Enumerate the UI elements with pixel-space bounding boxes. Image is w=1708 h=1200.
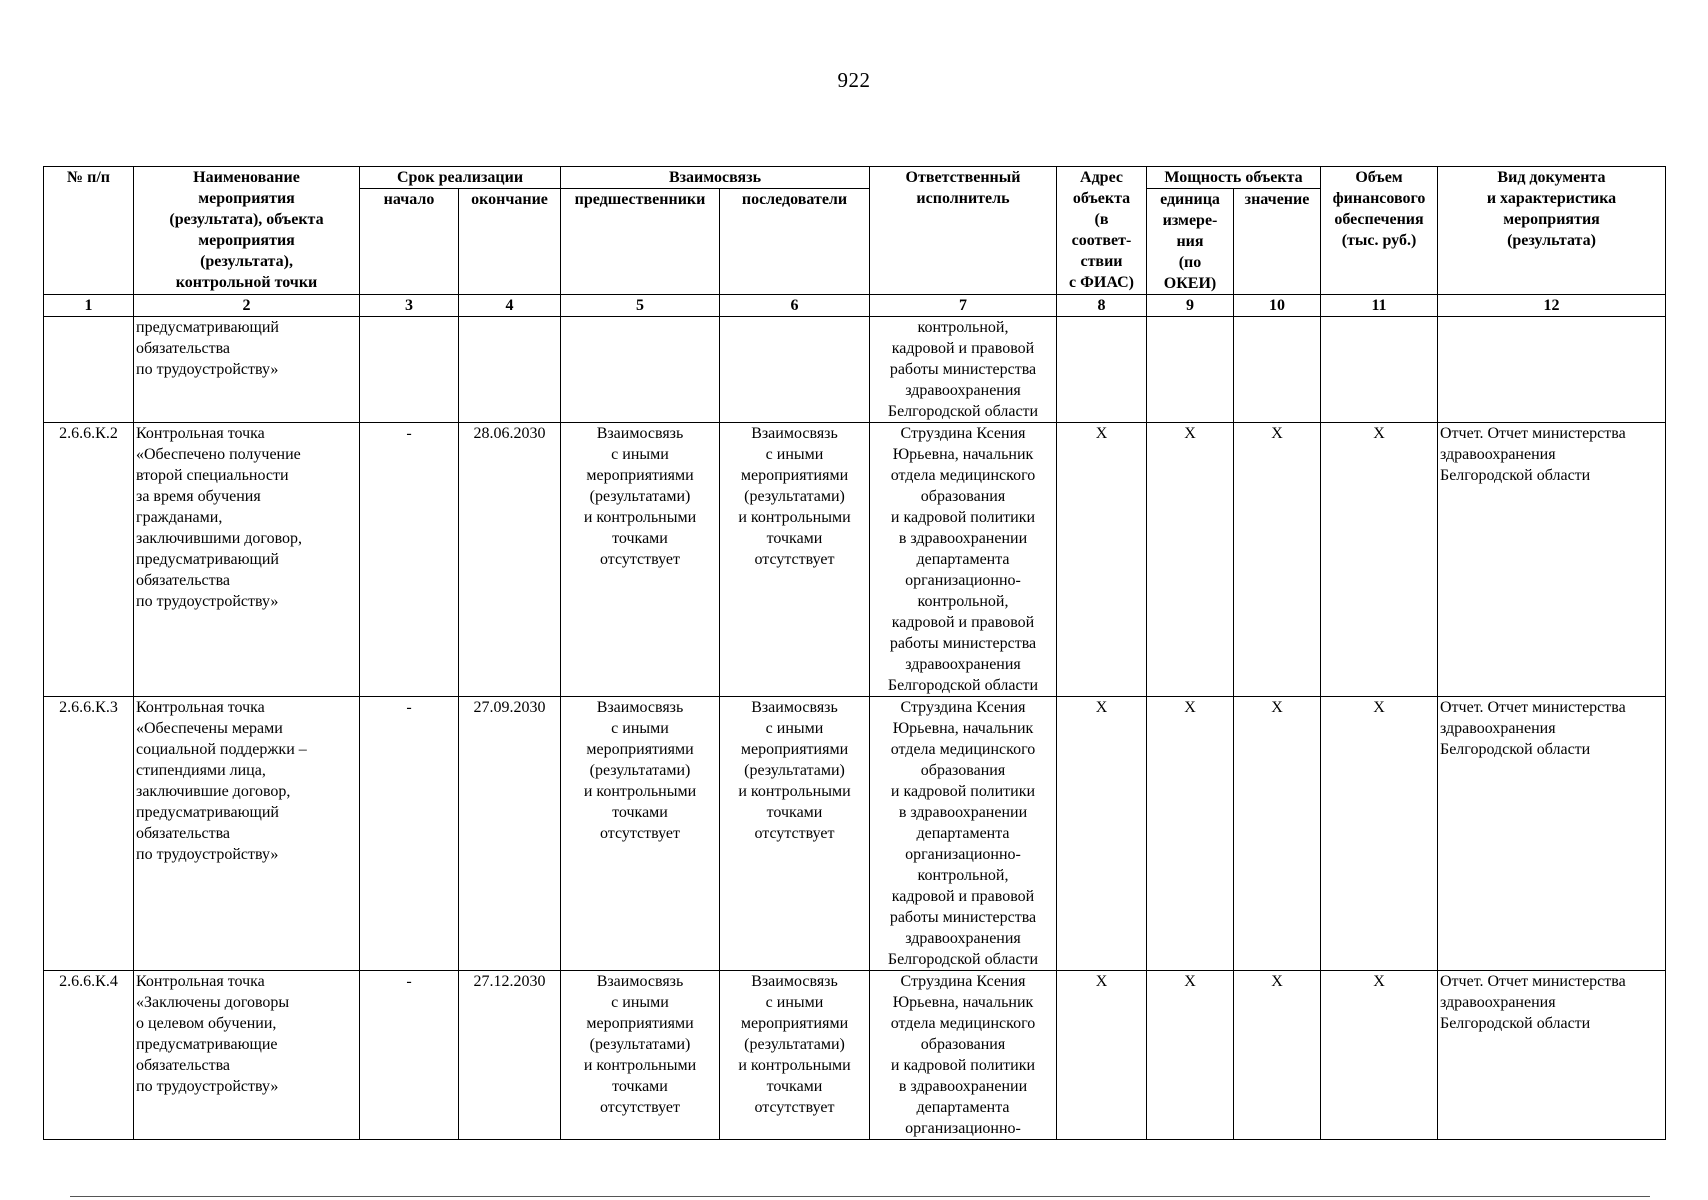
header-unit: единица измере- ния (по ОКЕИ) (1147, 189, 1234, 295)
column-number: 3 (360, 295, 459, 317)
header-number: № п/п (44, 167, 134, 295)
row-successors (720, 317, 870, 423)
row-name: Контрольная точка «Обеспечены мерами социальной поддержки – стипендиями лица, заключившие договор, предусматривающий обязательства по трудоустройству» (134, 697, 360, 971)
row-start: - (360, 971, 459, 1140)
header-document: Вид документа и характеристика мероприятия (результата) (1438, 167, 1666, 295)
row-responsible: Струздина Ксения Юрьевна, начальник отдела медицинского образования и кадровой политики в здравоохранении департамента организационно- контрольной, кадровой и правовой работы министерства здравоохранения Белгородской области (870, 423, 1057, 697)
row-document: Отчет. Отчет министерства здравоохранения Белгородской области (1438, 971, 1666, 1140)
header-period: Срок реализации (360, 167, 561, 189)
row-value: X (1234, 971, 1321, 1140)
row-end: 27.12.2030 (459, 971, 561, 1140)
header-capacity: Мощность объекта (1147, 167, 1321, 189)
column-number: 12 (1438, 295, 1666, 317)
row-successors: Взаимосвязь с иными мероприятиями (результатами) и контрольными точками отсутствует (720, 697, 870, 971)
row-predecessors: Взаимосвязь с иными мероприятиями (результатами) и контрольными точками отсутствует (561, 423, 720, 697)
row-address: X (1057, 423, 1147, 697)
row-end: 27.09.2030 (459, 697, 561, 971)
row-name: Контрольная точка «Заключены договоры о целевом обучении, предусматривающие обязательства по трудоустройству» (134, 971, 360, 1140)
table-row (44, 423, 1666, 697)
header-successors: последователи (720, 189, 870, 295)
header-value: значение (1234, 189, 1321, 295)
row-financing (1321, 317, 1438, 423)
row-end (459, 317, 561, 423)
row-financing: X (1321, 697, 1438, 971)
row-value (1234, 317, 1321, 423)
row-start: - (360, 697, 459, 971)
row-responsible: контрольной, кадровой и правовой работы министерства здравоохранения Белгородской области (870, 317, 1057, 423)
row-name: предусматривающий обязательства по трудоустройству» (134, 317, 360, 423)
row-id: 2.6.6.К.4 (44, 971, 134, 1140)
row-predecessors: Взаимосвязь с иными мероприятиями (результатами) и контрольными точками отсутствует (561, 697, 720, 971)
row-document: Отчет. Отчет министерства здравоохранения Белгородской области (1438, 423, 1666, 697)
row-successors: Взаимосвязь с иными мероприятиями (результатами) и контрольными точками отсутствует (720, 971, 870, 1140)
row-id: 2.6.6.К.3 (44, 697, 134, 971)
column-number: 2 (134, 295, 360, 317)
row-address: X (1057, 697, 1147, 971)
row-responsible: Струздина Ксения Юрьевна, начальник отдела медицинского образования и кадровой политики в здравоохранении департамента организационно- контрольной, кадровой и правовой работы министерства здравоохранения Белгородской области (870, 697, 1057, 971)
header-start: начало (360, 189, 459, 295)
row-id: 2.6.6.К.2 (44, 423, 134, 697)
row-name: Контрольная точка «Обеспечено получение второй специальности за время обучения гражданами, заключившими договор, предусматривающий обязательства по трудоустройству» (134, 423, 360, 697)
table-row (44, 971, 1666, 1140)
row-address: X (1057, 971, 1147, 1140)
row-financing: X (1321, 971, 1438, 1140)
row-predecessors: Взаимосвязь с иными мероприятиями (результатами) и контрольными точками отсутствует (561, 971, 720, 1140)
header-address: Адрес объекта (в соответ- ствии с ФИАС) (1057, 167, 1147, 295)
column-number: 9 (1147, 295, 1234, 317)
row-unit: X (1147, 971, 1234, 1140)
column-number: 8 (1057, 295, 1147, 317)
header-relation: Взаимосвязь (561, 167, 870, 189)
header-financing: Объем финансового обеспечения (тыс. руб.) (1321, 167, 1438, 295)
column-number: 10 (1234, 295, 1321, 317)
footer-divider (70, 1196, 1650, 1197)
column-number: 1 (44, 295, 134, 317)
header-end: окончание (459, 189, 561, 295)
row-value: X (1234, 697, 1321, 971)
table-header (44, 167, 1666, 317)
row-address (1057, 317, 1147, 423)
row-unit: X (1147, 423, 1234, 697)
row-id (44, 317, 134, 423)
column-number: 4 (459, 295, 561, 317)
row-document: Отчет. Отчет министерства здравоохранения Белгородской области (1438, 697, 1666, 971)
page-number: 922 (837, 68, 871, 92)
table-row (44, 317, 1666, 423)
row-unit (1147, 317, 1234, 423)
row-financing: X (1321, 423, 1438, 697)
row-predecessors (561, 317, 720, 423)
plan-table (43, 166, 1666, 1140)
column-number: 7 (870, 295, 1057, 317)
row-successors: Взаимосвязь с иными мероприятиями (результатами) и контрольными точками отсутствует (720, 423, 870, 697)
column-number: 5 (561, 295, 720, 317)
row-value: X (1234, 423, 1321, 697)
column-number: 6 (720, 295, 870, 317)
row-responsible: Струздина Ксения Юрьевна, начальник отдела медицинского образования и кадровой политики в здравоохранении департамента организационно- (870, 971, 1057, 1140)
row-unit: X (1147, 697, 1234, 971)
row-end: 28.06.2030 (459, 423, 561, 697)
row-document (1438, 317, 1666, 423)
header-responsible: Ответственный исполнитель (870, 167, 1057, 295)
header-name: Наименование мероприятия (результата), объекта мероприятия (результата), контрольной точки (134, 167, 360, 295)
table-row (44, 697, 1666, 971)
header-predecessors: предшественники (561, 189, 720, 295)
row-start: - (360, 423, 459, 697)
column-number: 11 (1321, 295, 1438, 317)
column-number-row (44, 295, 1666, 317)
row-start (360, 317, 459, 423)
